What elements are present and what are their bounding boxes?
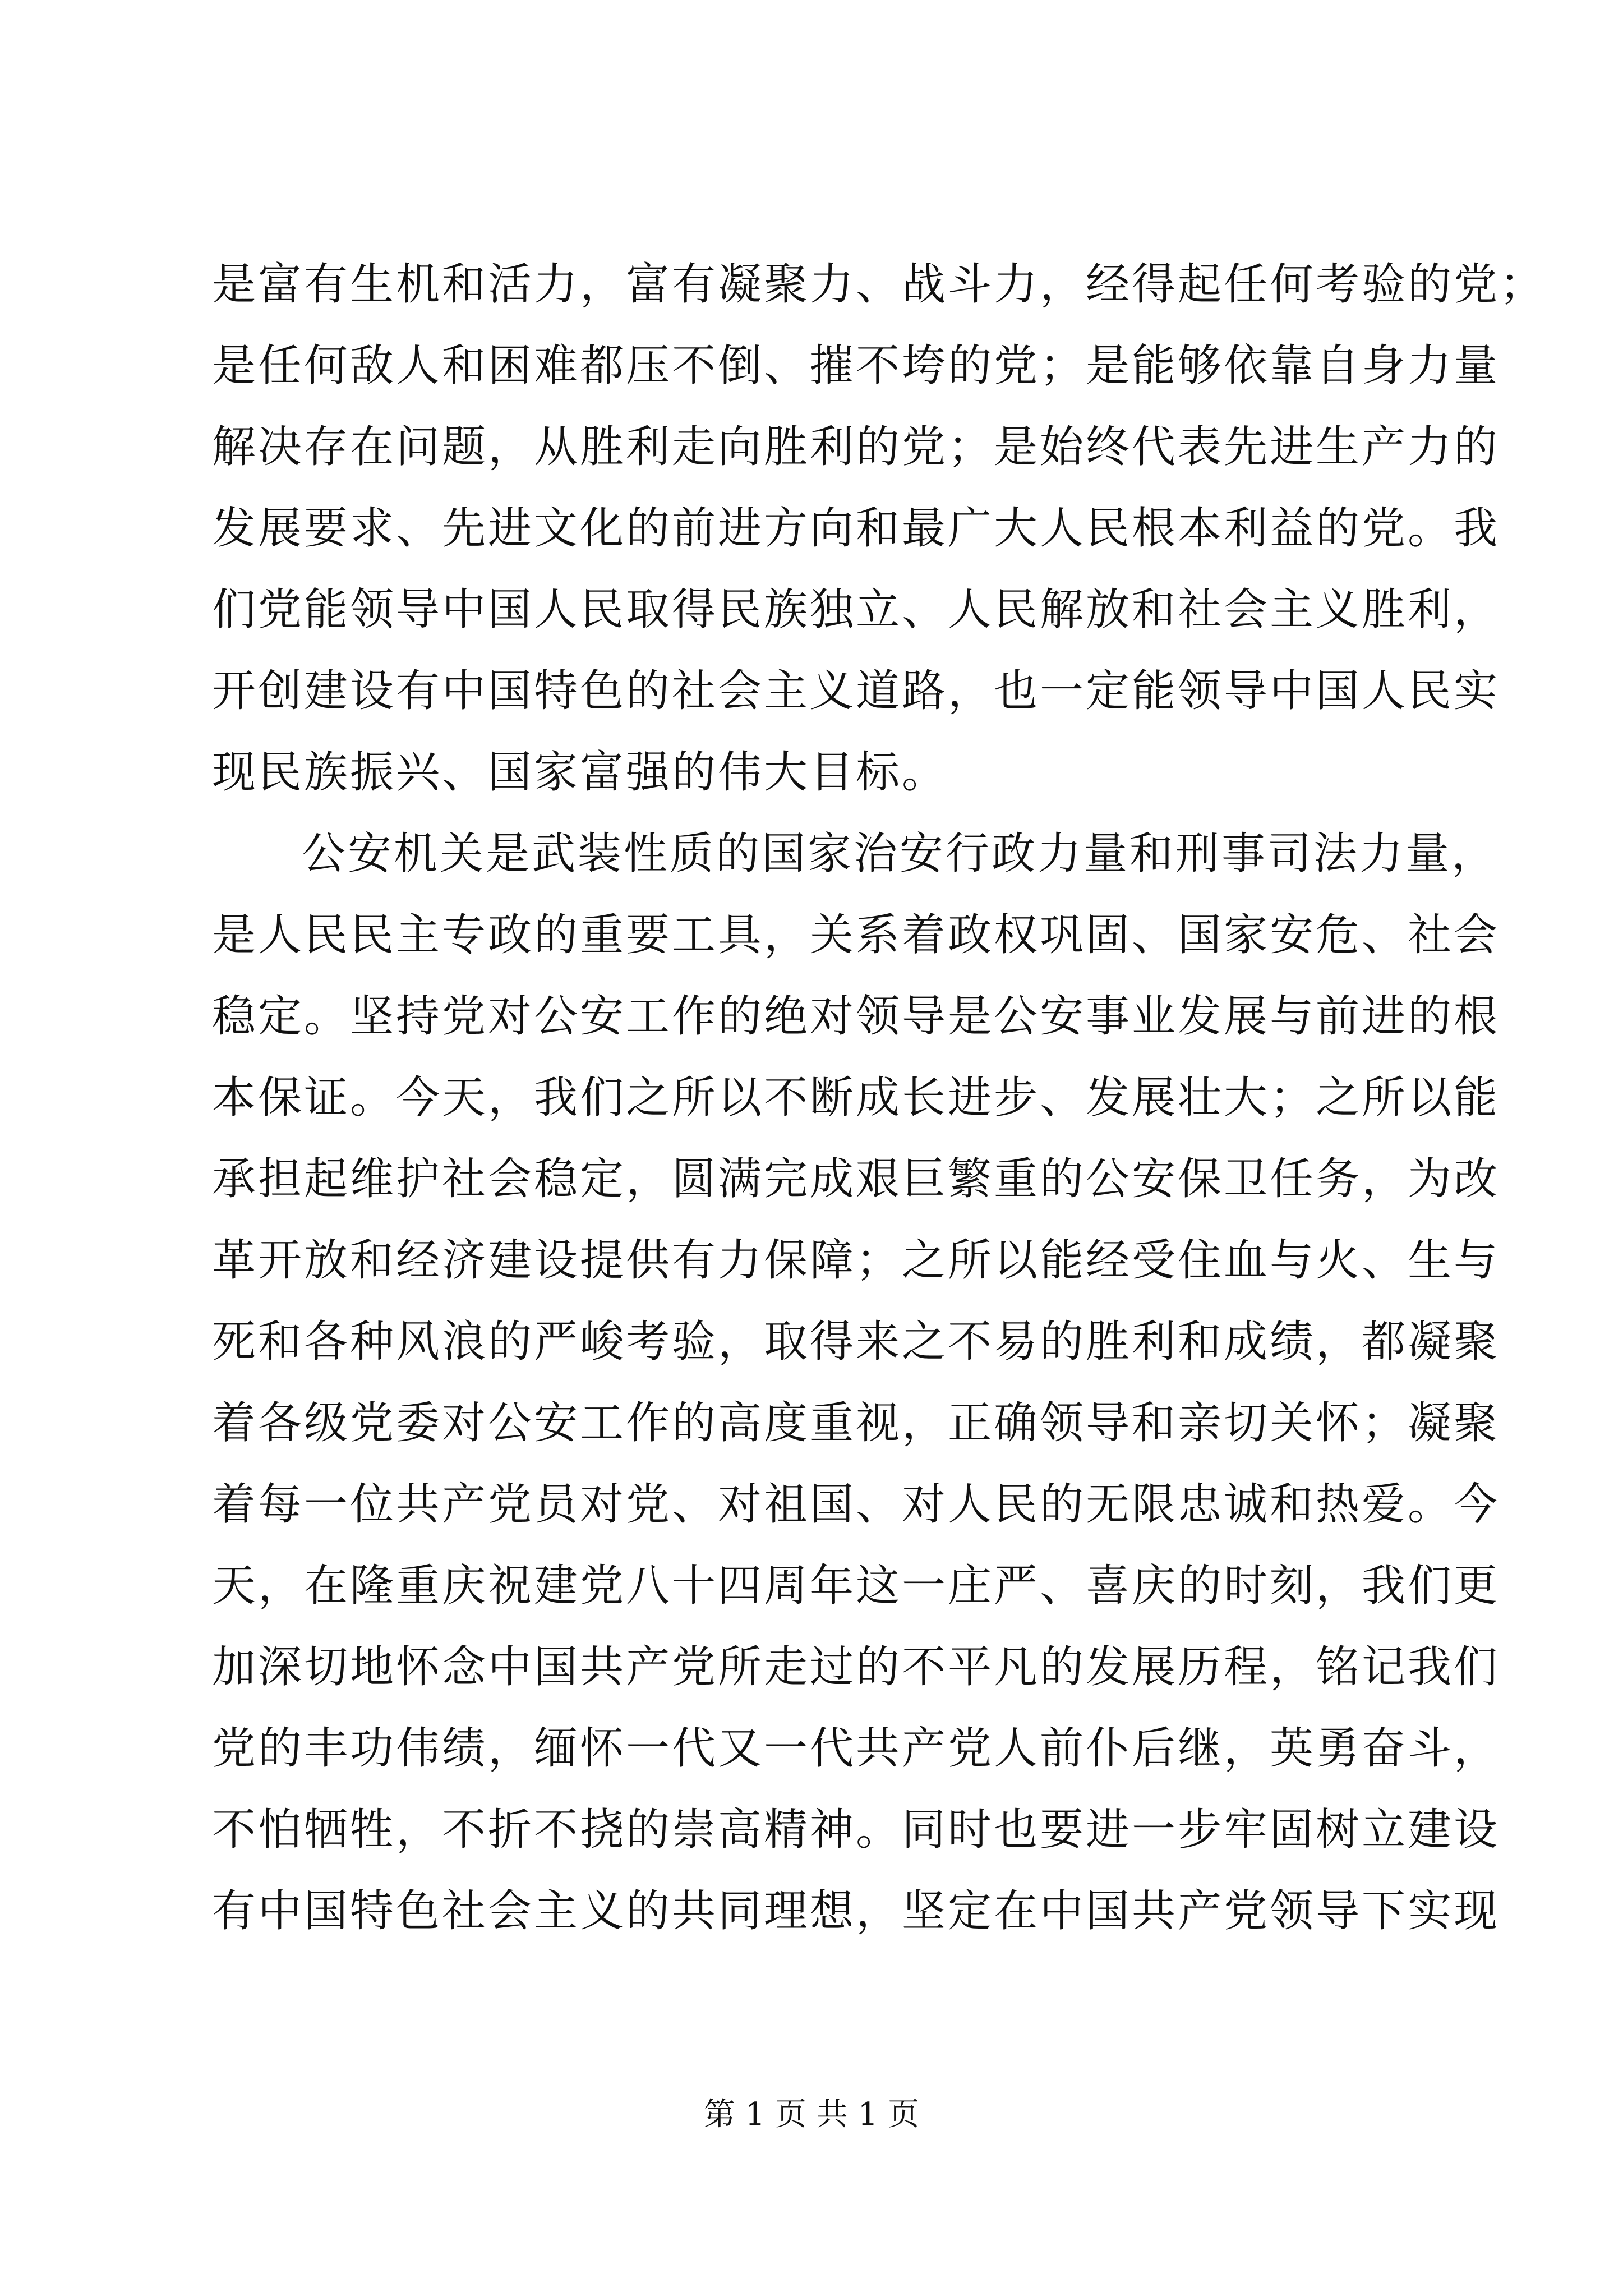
text-line: 天，在隆重庆祝建党八十四周年这一庄严、喜庆的时刻，我们更 bbox=[212, 1561, 1500, 1611]
text-line: 现民族振兴、国家富强的伟大目标。 bbox=[212, 747, 948, 798]
paragraph bbox=[212, 244, 1546, 813]
text-line: 革开放和经济建设提供有力保障；之所以能经受住血与火、生与 bbox=[212, 1235, 1500, 1286]
text-line: 本保证。今天，我们之所以不断成长进步、发展壮大；之所以能 bbox=[212, 1073, 1500, 1123]
text-line: 稳定。坚持党对公安工作的绝对领导是公安事业发展与前进的根 bbox=[212, 991, 1500, 1042]
text-line: 党的丰功伟绩，缅怀一代又一代共产党人前仆后继，英勇奋斗， bbox=[212, 1723, 1500, 1774]
text-line: 承担起维护社会稳定，圆满完成艰巨繁重的公安保卫任务，为改 bbox=[212, 1154, 1500, 1204]
text-line: 是任何敌人和困难都压不倒、摧不垮的党；是能够依靠自身力量 bbox=[212, 341, 1500, 391]
text-line: 不怕牺牲，不折不挠的崇高精神。同时也要进一步牢固树立建设 bbox=[212, 1805, 1500, 1855]
text-line: 是人民民主专政的重要工具，关系着政权巩固、国家安危、社会 bbox=[212, 910, 1500, 960]
page-number-footer: 第 1 页 共 1 页 bbox=[703, 2096, 920, 2133]
text-line: 解决存在问题，从胜利走向胜利的党；是始终代表先进生产力的 bbox=[212, 422, 1500, 472]
text-line: 着每一位共产党员对党、对祖国、对人民的无限忠诚和热爱。今 bbox=[212, 1479, 1500, 1530]
text-line: 们党能领导中国人民取得民族独立、人民解放和社会主义胜利， bbox=[212, 585, 1500, 635]
text-line: 加深切地怀念中国共产党所走过的不平凡的发展历程，铭记我们 bbox=[212, 1642, 1500, 1692]
text-line: 死和各种风浪的严峻考验，取得来之不易的胜利和成绩，都凝聚 bbox=[212, 1317, 1500, 1367]
text-line: 开创建设有中国特色的社会主义道路，也一定能领导中国人民实 bbox=[212, 666, 1500, 716]
text-line: 公安机关是武装性质的国家治安行政力量和刑事司法力量， bbox=[302, 829, 1498, 879]
paragraph bbox=[212, 813, 1500, 1952]
text-line: 是富有生机和活力，富有凝聚力、战斗力，经得起任何考验的党； bbox=[212, 259, 1546, 310]
text-line: 有中国特色社会主义的共同理想，坚定在中国共产党领导下实现 bbox=[212, 1886, 1500, 1936]
text-line: 着各级党委对公安工作的高度重视，正确领导和亲切关怀；凝聚 bbox=[212, 1398, 1500, 1448]
document-body bbox=[212, 244, 1546, 1952]
text-line: 发展要求、先进文化的前进方向和最广大人民根本利益的党。我 bbox=[212, 503, 1500, 554]
